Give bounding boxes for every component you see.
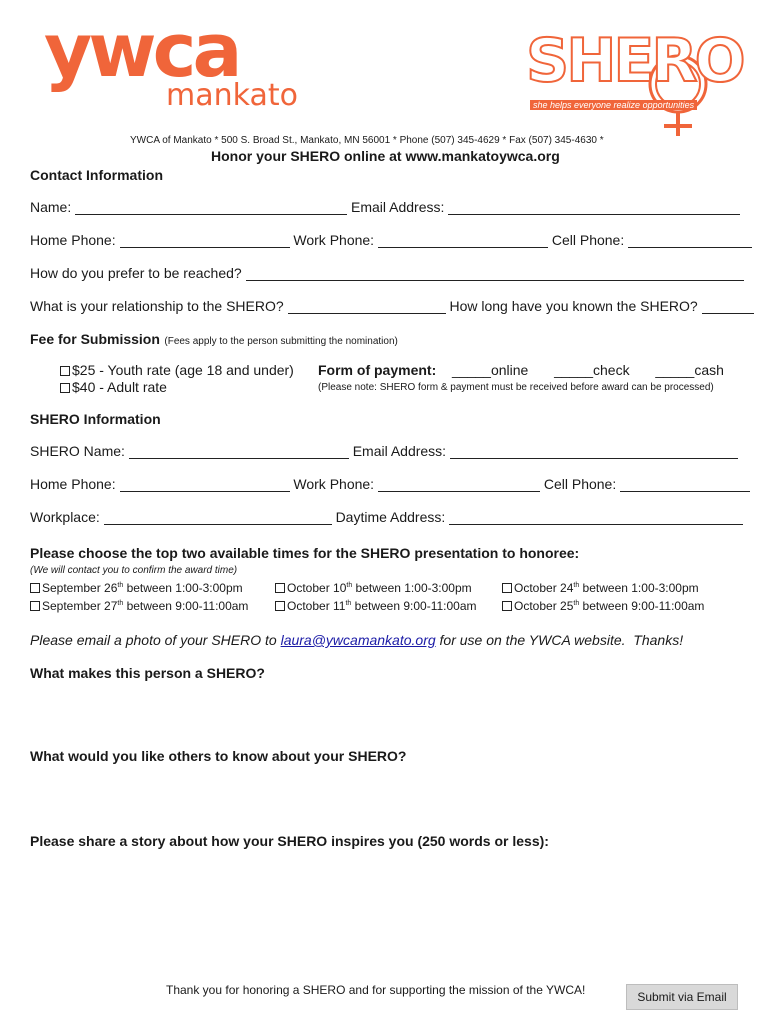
contact-heading: Contact Information xyxy=(30,167,163,183)
times-note: (We will contact you to confirm the award time) xyxy=(30,565,238,576)
time-checkbox[interactable] xyxy=(275,583,285,593)
contact-name-row xyxy=(30,199,740,215)
shero-heading: SHERO Information xyxy=(30,411,161,427)
relationship-row xyxy=(30,298,754,314)
time-sup: th xyxy=(117,600,124,607)
contact-phone-row xyxy=(30,232,752,248)
payment-online[interactable]: _____online xyxy=(452,362,529,378)
relationship-label: What is your relationship to the SHERO? xyxy=(30,298,284,314)
work-phone-label: Work Phone: xyxy=(293,232,375,248)
answer-story-area[interactable] xyxy=(30,853,740,973)
ywca-logo-text: ywca xyxy=(44,8,239,94)
time-checkbox[interactable] xyxy=(30,601,40,611)
time-option[interactable] xyxy=(502,599,704,613)
answer-know-area[interactable] xyxy=(30,768,740,824)
time-sup: th xyxy=(117,582,124,589)
cell-phone-field[interactable] xyxy=(628,233,752,248)
shero-email-label: Email Address: xyxy=(352,443,447,459)
youth-label: $25 - Youth rate (age 18 and under) xyxy=(72,362,294,378)
times-heading: Please choose the top two available times for the SHERO presentation to honoree: xyxy=(30,545,580,561)
shero-email-field[interactable] xyxy=(450,444,738,459)
address-line: YWCA of Mankato * 500 S. Broad St., Mankato, MN 56001 * Phone (507) 345-4629 * Fax (507) 345-4630 * xyxy=(130,135,604,146)
adult-label: $40 - Adult rate xyxy=(72,379,167,395)
time-range: between 1:00-3:00pm xyxy=(579,581,699,595)
time-checkbox[interactable] xyxy=(275,601,285,611)
photo-email-link[interactable]: laura@ywcamankato.org xyxy=(280,632,436,648)
fee-heading-row xyxy=(30,331,398,349)
shero-logo xyxy=(520,26,743,136)
time-option[interactable] xyxy=(275,599,477,613)
known-field[interactable] xyxy=(702,299,754,314)
time-range: between 1:00-3:00pm xyxy=(123,581,243,595)
time-range: between 9:00-11:00am xyxy=(123,599,249,613)
photo-text-after: for use on the YWCA website. Thanks! xyxy=(435,632,684,648)
adult-checkbox[interactable] xyxy=(60,383,70,393)
time-sup: th xyxy=(573,600,580,607)
relationship-field[interactable] xyxy=(288,299,446,314)
name-label: Name: xyxy=(30,199,72,215)
time-option[interactable] xyxy=(275,581,472,595)
thank-you-text: Thank you for honoring a SHERO and for supporting the mission of the YWCA! xyxy=(166,983,586,997)
time-date: October 11 xyxy=(287,599,346,613)
payment-check[interactable]: _____check xyxy=(554,362,630,378)
time-date: September 27 xyxy=(42,599,118,613)
submit-via-email-button[interactable]: Submit via Email xyxy=(626,984,738,1010)
time-option[interactable] xyxy=(30,599,248,613)
time-option[interactable] xyxy=(30,581,243,595)
payment-label: Form of payment: xyxy=(318,362,437,378)
time-checkbox[interactable] xyxy=(30,583,40,593)
time-date: September 26 xyxy=(42,581,118,595)
time-range: between 9:00-11:00am xyxy=(579,599,705,613)
work-phone-field[interactable] xyxy=(378,233,548,248)
fee-heading: Fee for Submission xyxy=(30,331,160,347)
fee-adult-option[interactable] xyxy=(60,379,167,395)
time-checkbox[interactable] xyxy=(502,583,512,593)
question-know: What would you like others to know about your SHERO? xyxy=(30,748,407,764)
shero-cell-phone-field[interactable] xyxy=(620,477,750,492)
photo-text-before: Please email a photo of your SHERO to xyxy=(30,632,281,648)
reach-row xyxy=(30,265,744,281)
name-field[interactable] xyxy=(75,200,347,215)
cell-phone-label: Cell Phone: xyxy=(551,232,625,248)
time-range: between 1:00-3:00pm xyxy=(352,581,472,595)
payment-row xyxy=(318,362,724,378)
time-option[interactable] xyxy=(502,581,699,595)
workplace-field[interactable] xyxy=(104,510,332,525)
fee-youth-option[interactable] xyxy=(60,362,294,378)
shero-name-field[interactable] xyxy=(129,444,349,459)
photo-instruction xyxy=(30,632,683,648)
daytime-field[interactable] xyxy=(449,510,743,525)
reach-label: How do you prefer to be reached? xyxy=(30,265,242,281)
shero-tagline: she helps everyone realize opportunities xyxy=(530,100,697,110)
home-phone-field[interactable] xyxy=(120,233,290,248)
ywca-logo xyxy=(44,8,298,114)
mankato-logo-text: mankato xyxy=(166,78,298,113)
shero-name-label: SHERO Name: xyxy=(30,443,125,459)
reach-field[interactable] xyxy=(246,266,744,281)
honor-line: Honor your SHERO online at www.mankatoywca.org xyxy=(211,148,560,164)
shero-work-phone-label: Work Phone: xyxy=(293,476,375,492)
time-date: October 25 xyxy=(514,599,574,613)
shero-workplace-row xyxy=(30,509,743,525)
question-story: Please share a story about how your SHERO inspires you (250 words or less): xyxy=(30,833,549,849)
time-checkbox[interactable] xyxy=(502,601,512,611)
shero-home-phone-field[interactable] xyxy=(120,477,290,492)
time-sup: th xyxy=(345,600,352,607)
known-label: How long have you known the SHERO? xyxy=(449,298,698,314)
shero-work-phone-field[interactable] xyxy=(378,477,540,492)
time-range: between 9:00-11:00am xyxy=(351,599,477,613)
email-field[interactable] xyxy=(448,200,740,215)
payment-cash[interactable]: _____cash xyxy=(655,362,724,378)
daytime-label: Daytime Address: xyxy=(335,509,446,525)
question-shero: What makes this person a SHERO? xyxy=(30,665,265,681)
time-date: October 10 xyxy=(287,581,347,595)
answer-shero-area[interactable] xyxy=(30,685,740,741)
payment-note: (Please note: SHERO form & payment must be received before award can be processed) xyxy=(318,382,714,393)
email-label: Email Address: xyxy=(351,199,445,215)
fee-note: (Fees apply to the person submitting the nomination) xyxy=(164,336,398,347)
home-phone-label: Home Phone: xyxy=(30,232,116,248)
time-date: October 24 xyxy=(514,581,574,595)
time-sup: th xyxy=(346,582,353,589)
shero-name-row xyxy=(30,443,738,459)
youth-checkbox[interactable] xyxy=(60,366,70,376)
shero-phone-row xyxy=(30,476,750,492)
time-sup: th xyxy=(573,582,580,589)
shero-logo-text: SHERO xyxy=(526,26,743,96)
shero-cell-phone-label: Cell Phone: xyxy=(543,476,617,492)
shero-home-phone-label: Home Phone: xyxy=(30,476,116,492)
workplace-label: Workplace: xyxy=(30,509,100,525)
